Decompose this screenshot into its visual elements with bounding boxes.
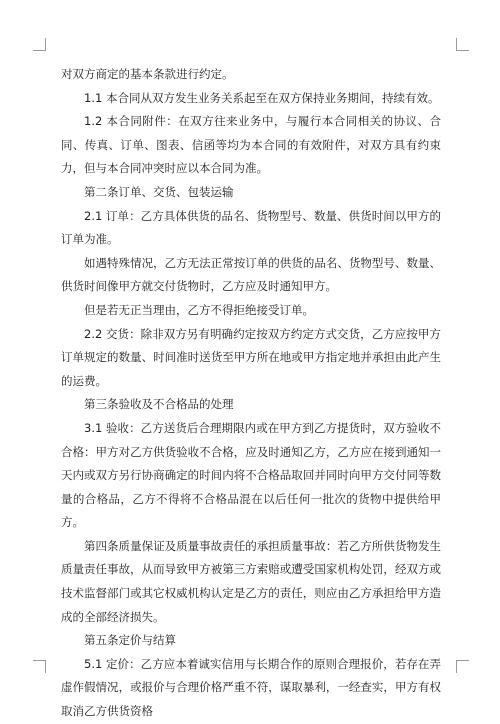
crop-mark-bottom-right — [456, 660, 469, 673]
article-4: 第四条质量保证及质量事故责任的承担质量事故：若乙方所供货物发生质量责任事故，从而导致甲方被第三方索赔或遭受国家机构处罚，经双方或技术监督部门或其它权威机构认定是乙方的责任，则应由乙方承担给甲方造成的全部经济损失。 — [61, 538, 441, 624]
clause-2-2: 2.2 交货：除非双方另有明确约定按双方约定方式交货，乙方应按甲方订单规定的数量、时间准时送货至甲方所在地或甲方指定地并承担由此产生的运费。 — [61, 326, 441, 388]
article-3-heading: 第三条验收及不合格品的处理 — [84, 397, 234, 412]
article-2-heading: 第二条订单、交货、包装运输 — [84, 184, 234, 199]
clause-1-1: 1.1 本合同从双方发生业务关系起至在双方保持业务期间，持续有效。 — [84, 90, 440, 105]
paragraph-continuation: 对双方商定的基本条款进行约定。 — [61, 67, 234, 81]
clause-1-2: 1.2 本合同附件：在双方往来业务中，与履行本合同相关的协议、合同、传真、订单、图表、信函等均为本合同的有效附件，对双方具有约束力，但与本合同冲突时应以本合同为准。 — [61, 114, 441, 176]
document-body — [61, 63, 441, 724]
clause-2-1: 2.1 订单：乙方具体供货的品名、货物型号、数量、供货时间以甲方的订单为准。 — [61, 208, 441, 247]
article-5-heading: 第五条定价与结算 — [84, 633, 176, 648]
clause-5-1: 5.1 定价：乙方应本着诚实信用与长期合作的原则合理报价，若存在弄虚作假情况，或报价与合理价格严重不符，谋取暴利，一经查实，甲方有权取消乙方供货资格 — [61, 656, 441, 719]
clause-3-1: 3.1 验收：乙方送货后合理期限内或在甲方到乙方提货时，双方验收不合格：甲方对乙方供货验收不合格，应及时通知乙方，乙方应在接到通知一天内或双方另行协商确定的时间内将不合格品取回并同时向甲方交付同等数量的合格品，乙方不得将不合格品混在以后任何一批次的货物中提供给甲方。 — [61, 420, 441, 530]
paragraph-order-refusal: 但是若无正当理由，乙方不得拒绝接受订单。 — [84, 302, 314, 317]
crop-mark-top-right — [456, 38, 469, 51]
paragraph-special-case: 如遇特殊情况，乙方无法正常按订单的供货的品名、货物型号、数量、供货时间像甲方就交付货物时，乙方应及时通知甲方。 — [61, 255, 441, 294]
crop-mark-bottom-left — [33, 660, 46, 673]
crop-mark-top-left — [33, 38, 46, 51]
